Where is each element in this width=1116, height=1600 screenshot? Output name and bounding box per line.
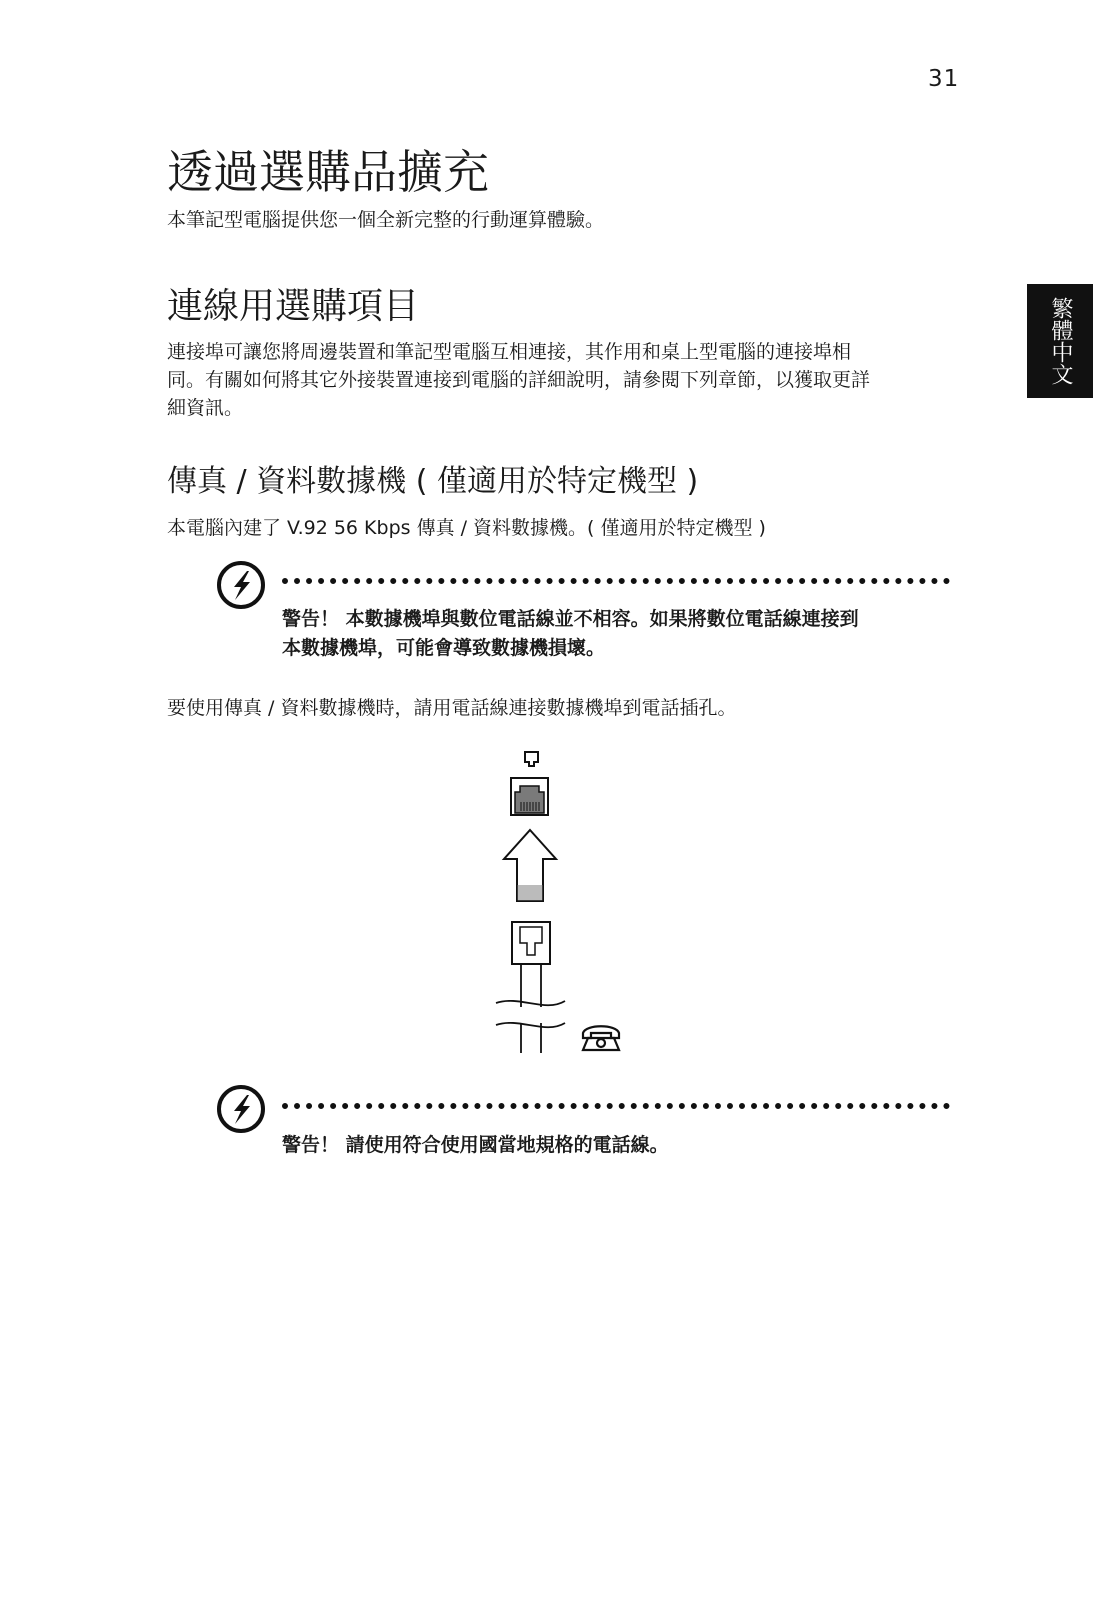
modem-intro-text: 本電腦內建了 V.92 56 Kbps 傳真 / 資料數據機。( 僅適用於特定機型 ) [167,517,766,539]
chapter-title: 透過選購品擴充 [167,145,489,199]
warning-line: 警告！ 本數據機埠與數位電話線並不相容。如果將數位電話線連接到 [282,608,859,630]
page-number: 31 [928,66,960,92]
telephone-icon [583,1026,619,1050]
warning-1 [282,605,859,663]
warning-bolt-icon [216,560,266,614]
paragraph-line: 細資訊。 [167,397,244,419]
rj11-plug-icon [512,922,550,964]
paragraph-line: 同。有關如何將其它外接裝置連接到電腦的詳細說明，請參閱下列章節，以獲取更詳 [167,369,871,391]
intro-text: 本筆記型電腦提供您一個全新完整的行動運算體驗。 [167,209,605,231]
warning-line: 警告！ 請使用符合使用國當地規格的電話線。 [282,1134,669,1156]
rj11-jack-icon [511,778,548,815]
language-tab [1027,284,1093,398]
warning-2 [282,1131,669,1160]
subsection-title: 傳真 / 資料數據機 ( 僅適用於特定機型 ) [167,464,699,499]
warning-separator [282,1103,950,1115]
modem-port-icon [525,752,538,766]
warning-bolt-icon [216,1084,266,1138]
phone-cable-icon [496,964,565,1053]
up-arrow-icon [504,830,556,901]
paragraph-line: 連接埠可讓您將周邊裝置和筆記型電腦互相連接，其作用和桌上型電腦的連接埠相 [167,341,852,363]
language-tab-label: 繁體中文 [1048,297,1073,385]
ports-paragraph [167,338,870,422]
section-title: 連線用選購項目 [167,286,420,327]
warning-line: 本數據機埠，可能會導致數據機損壞。 [282,637,606,659]
connect-instruction: 要使用傳真 / 資料數據機時，請用電話線連接數據機埠到電話插孔。 [167,697,737,719]
modem-connection-diagram [490,745,630,1065]
warning-separator [282,578,950,590]
